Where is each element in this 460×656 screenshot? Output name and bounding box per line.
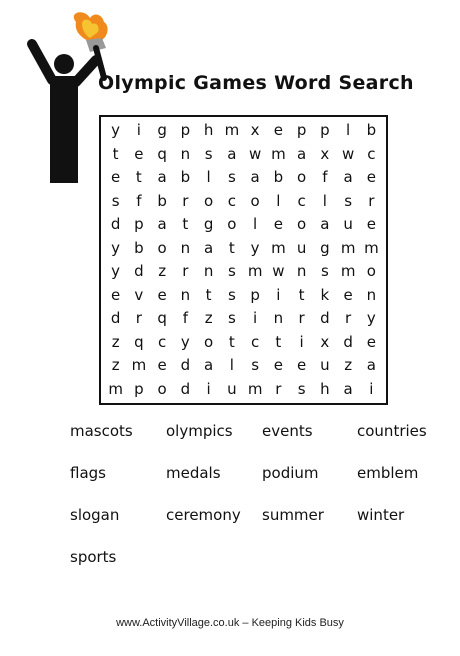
grid-cell[interactable]: d bbox=[134, 262, 144, 281]
grid-cell[interactable]: x bbox=[320, 332, 330, 351]
grid-cell[interactable]: c bbox=[251, 332, 260, 351]
grid-cell[interactable]: n bbox=[273, 309, 284, 328]
grid-cell[interactable]: p bbox=[250, 285, 260, 304]
grid-cell[interactable]: g bbox=[157, 121, 167, 140]
grid-cell[interactable]: k bbox=[320, 285, 330, 304]
grid-cell[interactable]: b bbox=[273, 168, 284, 187]
grid-cell[interactable]: w bbox=[248, 144, 262, 163]
grid-cell[interactable]: a bbox=[250, 168, 260, 187]
word-list-item: winter bbox=[357, 506, 405, 524]
grid-cell[interactable]: i bbox=[299, 332, 304, 351]
grid-cell[interactable]: q bbox=[157, 144, 167, 163]
grid-cell[interactable]: o bbox=[297, 168, 307, 187]
grid-cell[interactable]: e bbox=[297, 356, 307, 375]
grid-cell[interactable]: e bbox=[366, 168, 376, 187]
grid-cell[interactable]: e bbox=[273, 121, 283, 140]
grid-cell[interactable]: p bbox=[320, 121, 330, 140]
grid-cell[interactable]: c bbox=[227, 191, 236, 210]
grid-cell[interactable]: n bbox=[180, 238, 191, 257]
word-list-item: olympics bbox=[166, 422, 233, 440]
grid-cell[interactable]: n bbox=[296, 262, 307, 281]
grid-cell[interactable]: e bbox=[343, 285, 353, 304]
grid-cell[interactable]: y bbox=[250, 238, 260, 257]
grid-cell[interactable]: a bbox=[204, 238, 214, 257]
word-list-item: emblem bbox=[357, 464, 419, 482]
grid-cell[interactable]: t bbox=[205, 285, 212, 304]
grid-cell[interactable]: d bbox=[110, 215, 121, 234]
grid-cell[interactable]: o bbox=[204, 332, 214, 351]
word-list-item: medals bbox=[166, 464, 221, 482]
word-list-item: sports bbox=[70, 548, 117, 566]
grid-cell[interactable]: a bbox=[157, 168, 167, 187]
grid-cell[interactable]: w bbox=[272, 262, 285, 281]
grid-cell[interactable]: z bbox=[204, 309, 213, 328]
grid-cell[interactable]: b bbox=[157, 191, 167, 210]
grid-cell[interactable]: m bbox=[108, 379, 123, 398]
grid-cell[interactable]: o bbox=[250, 191, 260, 210]
grid-cell[interactable]: a bbox=[157, 215, 167, 234]
grid-cell[interactable]: t bbox=[298, 285, 305, 304]
grid-cell[interactable]: a bbox=[320, 215, 330, 234]
grid-cell[interactable]: y bbox=[111, 238, 121, 257]
grid-cell[interactable]: c bbox=[297, 191, 306, 210]
grid-cell[interactable]: r bbox=[298, 309, 305, 328]
grid-cell[interactable]: m bbox=[340, 238, 356, 257]
grid-cell[interactable]: s bbox=[227, 168, 236, 187]
grid-cell[interactable]: d bbox=[110, 309, 121, 328]
grid-cell[interactable]: i bbox=[369, 379, 374, 398]
grid-cell[interactable]: f bbox=[182, 309, 189, 328]
grid-cell[interactable]: n bbox=[180, 144, 191, 163]
grid-cell[interactable]: o bbox=[366, 262, 376, 281]
grid-cell[interactable]: d bbox=[343, 332, 353, 351]
grid-cell[interactable]: z bbox=[111, 356, 120, 375]
grid-cell[interactable]: a bbox=[227, 144, 237, 163]
grid-cell[interactable]: e bbox=[134, 144, 144, 163]
grid-cell[interactable]: i bbox=[253, 309, 258, 328]
grid-cell[interactable]: d bbox=[180, 356, 191, 375]
grid-cell[interactable]: u bbox=[343, 215, 353, 234]
grid-cell[interactable]: t bbox=[112, 144, 119, 163]
grid-cell[interactable]: o bbox=[157, 238, 167, 257]
grid-cell[interactable]: f bbox=[136, 191, 142, 210]
grid-cell[interactable]: h bbox=[320, 379, 330, 398]
grid-cell[interactable]: p bbox=[134, 215, 144, 234]
grid-cell[interactable]: e bbox=[366, 215, 376, 234]
grid-cell[interactable]: t bbox=[275, 332, 282, 351]
grid-cell[interactable]: o bbox=[227, 215, 237, 234]
grid-cell[interactable]: d bbox=[320, 309, 330, 328]
grid-cell[interactable]: l bbox=[276, 191, 281, 210]
grid-cell[interactable]: s bbox=[111, 191, 120, 210]
grid-cell[interactable]: m bbox=[340, 262, 356, 281]
grid-cell[interactable]: y bbox=[111, 262, 121, 281]
grid-cell[interactable]: n bbox=[203, 262, 214, 281]
grid-cell[interactable]: i bbox=[276, 285, 281, 304]
grid-cell[interactable]: n bbox=[180, 285, 191, 304]
grid-cell[interactable]: o bbox=[204, 191, 214, 210]
grid-cell[interactable]: m bbox=[247, 262, 263, 281]
grid-cell[interactable]: g bbox=[320, 238, 330, 257]
grid-cell[interactable]: b bbox=[366, 121, 377, 140]
word-list-item: flags bbox=[70, 464, 106, 482]
grid-cell[interactable]: a bbox=[343, 168, 353, 187]
grid-cell[interactable]: a bbox=[343, 379, 353, 398]
grid-cell[interactable]: s bbox=[320, 262, 329, 281]
grid-cell[interactable]: e bbox=[273, 356, 283, 375]
grid-cell[interactable]: y bbox=[366, 309, 376, 328]
grid-cell[interactable]: e bbox=[273, 215, 283, 234]
grid-cell[interactable]: u bbox=[296, 238, 307, 257]
grid-cell[interactable]: r bbox=[275, 379, 282, 398]
grid-cell[interactable]: s bbox=[227, 262, 236, 281]
grid-cell[interactable]: p bbox=[134, 379, 144, 398]
grid-cell[interactable]: s bbox=[204, 144, 213, 163]
grid-cell[interactable]: r bbox=[182, 262, 189, 281]
grid-cell[interactable]: m bbox=[364, 238, 379, 257]
grid-cell[interactable]: w bbox=[341, 144, 355, 163]
grid-cell[interactable]: l bbox=[229, 356, 234, 375]
grid-cell[interactable]: m bbox=[131, 356, 147, 375]
grid-cell[interactable]: e bbox=[157, 285, 167, 304]
grid-cell[interactable]: s bbox=[227, 309, 236, 328]
grid-cell[interactable]: b bbox=[134, 238, 144, 257]
grid-cell[interactable]: m bbox=[247, 379, 263, 398]
word-list-item: ceremony bbox=[166, 506, 241, 524]
grid-cell[interactable]: r bbox=[345, 309, 352, 328]
word-list-item: slogan bbox=[70, 506, 120, 524]
grid-cell[interactable]: o bbox=[297, 215, 307, 234]
grid-cell[interactable]: z bbox=[344, 356, 353, 375]
grid-cell[interactable]: p bbox=[296, 121, 307, 140]
grid-cell[interactable]: a bbox=[366, 356, 376, 375]
grid-cell[interactable]: f bbox=[322, 168, 328, 187]
word-list-item: events bbox=[262, 422, 313, 440]
grid-cell[interactable]: t bbox=[182, 215, 189, 234]
grid-cell[interactable]: z bbox=[111, 332, 120, 351]
grid-cell[interactable]: z bbox=[158, 262, 167, 281]
page-title: Olympic Games Word Search bbox=[98, 72, 414, 94]
grid-cell[interactable]: a bbox=[297, 144, 307, 163]
grid-cell[interactable]: i bbox=[206, 379, 211, 398]
word-list-item: podium bbox=[262, 464, 319, 482]
grid-cell[interactable]: e bbox=[157, 356, 167, 375]
grid-cell[interactable]: y bbox=[180, 332, 190, 351]
grid-cell[interactable]: s bbox=[251, 356, 260, 375]
grid-cell[interactable]: r bbox=[135, 309, 142, 328]
grid-cell[interactable]: l bbox=[322, 191, 327, 210]
grid-cell[interactable]: r bbox=[182, 191, 189, 210]
grid-cell[interactable]: t bbox=[228, 332, 235, 351]
grid-cell[interactable]: t bbox=[135, 168, 142, 187]
grid-cell[interactable]: g bbox=[203, 215, 214, 234]
grid-cell[interactable]: q bbox=[157, 309, 167, 328]
grid-cell[interactable]: r bbox=[368, 191, 375, 210]
word-list-item: mascots bbox=[70, 422, 133, 440]
grid-cell[interactable]: c bbox=[158, 332, 167, 351]
word-list-item: countries bbox=[357, 422, 427, 440]
grid-cell[interactable]: x bbox=[250, 121, 260, 140]
grid-cell[interactable]: n bbox=[366, 285, 377, 304]
footer-credit: www.ActivityVillage.co.uk – Keeping Kids Busy bbox=[116, 617, 344, 629]
grid-cell[interactable]: s bbox=[297, 379, 306, 398]
grid-cell[interactable]: y bbox=[111, 121, 121, 140]
grid-cell[interactable]: c bbox=[367, 144, 376, 163]
grid-cell[interactable]: u bbox=[227, 379, 237, 398]
grid-cell[interactable]: q bbox=[134, 332, 144, 351]
grid-cell[interactable]: h bbox=[203, 121, 214, 140]
grid-cell[interactable]: s bbox=[227, 285, 236, 304]
grid-cell[interactable]: t bbox=[228, 238, 235, 257]
word-list-item: summer bbox=[262, 506, 324, 524]
grid-cell[interactable]: l bbox=[253, 215, 258, 234]
grid-cell[interactable]: d bbox=[180, 379, 191, 398]
grid-cell[interactable]: l bbox=[346, 121, 351, 140]
grid-cell[interactable]: e bbox=[111, 168, 121, 187]
grid-cell[interactable]: s bbox=[344, 191, 353, 210]
grid-cell[interactable]: m bbox=[224, 121, 240, 140]
grid-cell[interactable]: e bbox=[111, 285, 121, 304]
grid-cell[interactable]: a bbox=[204, 356, 214, 375]
grid-cell[interactable]: v bbox=[134, 285, 144, 304]
word-search-grid bbox=[99, 115, 388, 405]
grid-cell[interactable]: b bbox=[180, 168, 191, 187]
grid-cell[interactable]: l bbox=[206, 168, 211, 187]
grid-cell[interactable]: m bbox=[271, 238, 286, 257]
grid-cell[interactable]: i bbox=[136, 121, 141, 140]
grid-cell[interactable]: m bbox=[271, 144, 286, 163]
grid-cell[interactable]: o bbox=[157, 379, 167, 398]
grid-cell[interactable]: e bbox=[366, 332, 376, 351]
grid-cell[interactable]: x bbox=[320, 144, 330, 163]
grid-cell[interactable]: p bbox=[180, 121, 191, 140]
grid-cell[interactable]: u bbox=[320, 356, 330, 375]
